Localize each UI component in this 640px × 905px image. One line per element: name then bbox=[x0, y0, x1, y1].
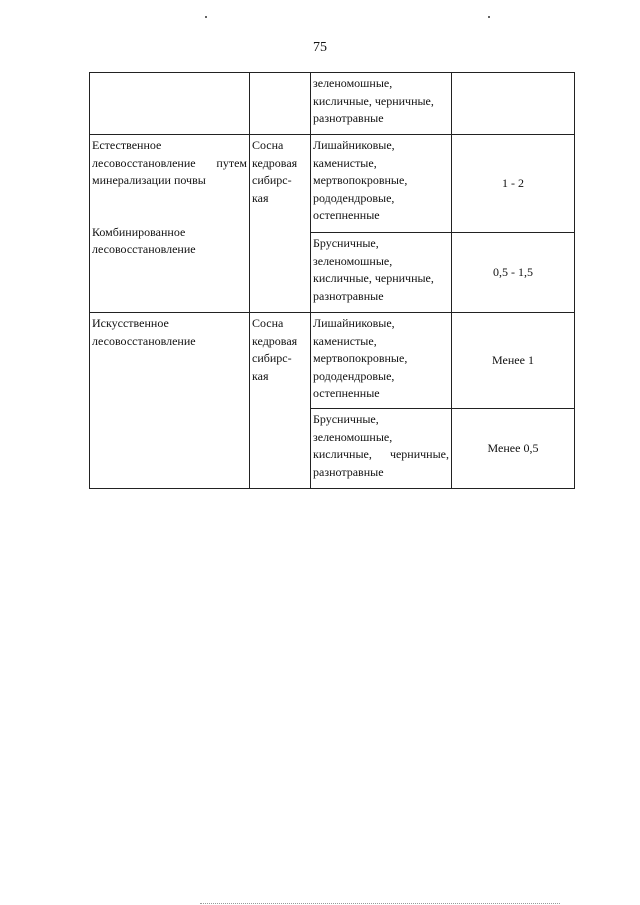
forest-type-line: каменистые, bbox=[313, 155, 377, 170]
forest-type-cell bbox=[311, 233, 452, 313]
forest-type-line: кисличные, черничные, bbox=[313, 447, 449, 461]
page-number: 75 bbox=[313, 40, 327, 55]
value-cell: Менее 0,5 bbox=[452, 409, 575, 489]
forest-type-line: разнотравные bbox=[313, 111, 384, 125]
forest-type-line: Лишайниковые, bbox=[313, 138, 395, 152]
species-line: кая bbox=[252, 368, 269, 383]
species-cell bbox=[250, 73, 311, 135]
species-line: кая bbox=[252, 190, 269, 205]
forest-type-line: кисличные, черничные, bbox=[313, 271, 434, 285]
forest-type-line: рододендровые, bbox=[313, 368, 395, 383]
value-cell: 1 - 2 bbox=[452, 135, 575, 233]
table-row bbox=[90, 313, 575, 409]
species-line: сибирс- bbox=[252, 173, 292, 187]
forest-type-line: разнотравные bbox=[313, 288, 384, 303]
forest-type-cell bbox=[311, 135, 452, 233]
forest-type-line: кисличные, черничные, bbox=[313, 93, 434, 108]
forest-type-line: зеленомошные, bbox=[313, 253, 393, 268]
value-cell: Менее 1 bbox=[452, 313, 575, 409]
forest-type-line: Лишайниковые, bbox=[313, 316, 395, 330]
method-cell bbox=[90, 73, 250, 135]
method-line: лесовосстановление bbox=[92, 333, 196, 348]
forest-type-line: рододендровые, bbox=[313, 190, 395, 205]
species-line: кедровая bbox=[252, 333, 298, 348]
species-cell bbox=[250, 135, 311, 313]
forest-type-line: Брусничные, bbox=[313, 412, 379, 426]
forest-type-cell bbox=[311, 73, 452, 135]
method-cell bbox=[90, 135, 250, 313]
table-row bbox=[90, 73, 575, 135]
forest-type-line: зеленомошные, bbox=[313, 429, 393, 444]
method-line: минерализации почвы bbox=[92, 173, 206, 187]
species-line: кедровая bbox=[252, 155, 298, 170]
forest-type-line: разнотравные bbox=[313, 464, 384, 479]
forest-type-line: остепненные bbox=[313, 208, 380, 222]
method-cell bbox=[90, 313, 250, 489]
method-line: лесовосстановление путем bbox=[92, 155, 247, 170]
species-line: сибирс- bbox=[252, 351, 292, 365]
scan-speck-right bbox=[488, 16, 490, 18]
method-line: Комбинированное bbox=[92, 224, 186, 239]
value-cell: 0,5 - 1,5 bbox=[452, 233, 575, 313]
forest-type-cell bbox=[311, 409, 452, 489]
species-cell bbox=[250, 313, 311, 489]
forest-type-line: Брусничные, bbox=[313, 236, 379, 250]
method-line: Естественное bbox=[92, 138, 162, 152]
table-row bbox=[90, 135, 575, 233]
scan-speck-left bbox=[205, 16, 207, 18]
forest-type-line: мертвопокровные, bbox=[313, 351, 408, 365]
method-line: лесовосстановление bbox=[92, 242, 196, 256]
forest-regeneration-table bbox=[89, 72, 575, 489]
forest-type-line: каменистые, bbox=[313, 333, 377, 348]
species-line: Сосна bbox=[252, 138, 284, 152]
scan-edge-line bbox=[200, 903, 560, 904]
value-cell bbox=[452, 73, 575, 135]
forest-type-cell bbox=[311, 313, 452, 409]
forest-type-line: зеленомошные, bbox=[313, 76, 393, 90]
forest-type-line: остепненные bbox=[313, 386, 380, 400]
species-line: Сосна bbox=[252, 316, 284, 330]
method-line: Искусственное bbox=[92, 316, 169, 330]
forest-type-line: мертвопокровные, bbox=[313, 173, 408, 187]
